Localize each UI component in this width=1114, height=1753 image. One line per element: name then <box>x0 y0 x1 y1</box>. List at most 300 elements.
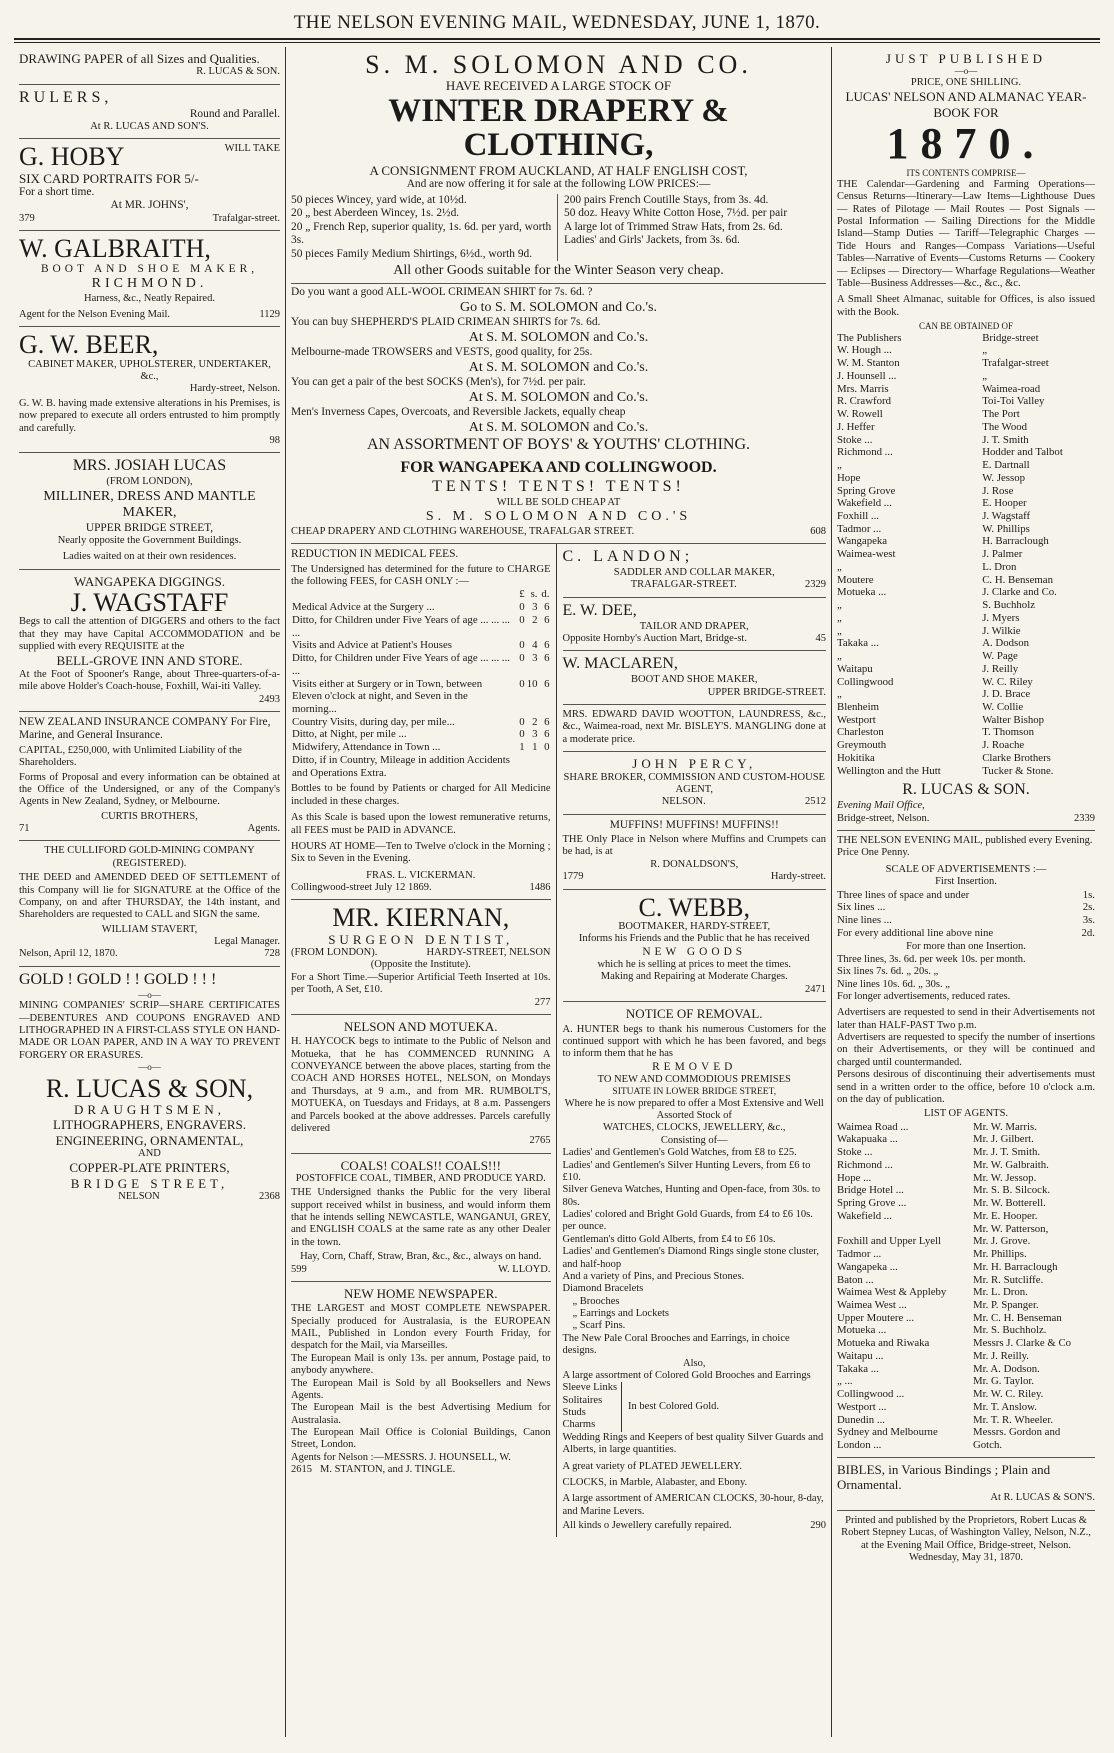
seller-row: Wellington and the Hutt Tucker & Stone. <box>837 764 1054 777</box>
rates-first <box>837 889 1095 940</box>
ad-muffins <box>563 815 827 890</box>
stock-item: Ladies' and Gentlemen's Gold Watches, from £8 to £25. <box>562 1147 797 1159</box>
seller-row: Waitapu J. Reilly <box>837 662 1019 675</box>
ad-line: Making and Repairing at Moderate Charges. <box>600 971 788 983</box>
ad-title: C. LANDON; <box>562 548 694 566</box>
agent-row: Upper Moutere ... Mr. C. H. Benseman <box>837 1311 1062 1324</box>
ad-title: JOHN PERCY, <box>632 756 757 772</box>
ad-title: J. WAGSTAFF <box>70 588 229 618</box>
ad-title: REDUCTION IN MEDICAL FEES. <box>291 548 459 561</box>
price-item: 20 „ French Rep, superior quality, 1s. 6d. per yard, worth 3s. <box>291 220 552 247</box>
ad-wangapeka <box>19 570 280 712</box>
ad-signature: WILLIAM STAVERT, <box>101 923 198 935</box>
ad-place: RICHMOND. <box>91 276 208 292</box>
ad-line: First Insertion. <box>935 876 997 888</box>
column-2a <box>291 544 557 1537</box>
ad-line: which he is selling at prices to meet the times. <box>597 959 792 971</box>
ad-address: UPPER BRIDGE-STREET. <box>707 686 826 698</box>
ad-signature: At R. LUCAS & SON'S. <box>990 1492 1095 1504</box>
price-list <box>291 194 826 261</box>
seller-row: W. Rowell The Port <box>837 408 1020 421</box>
ad-line: A large assortment of AMERICAN CLOCKS, 30-hour, 8-day, and Marine Levers. <box>562 1493 824 1517</box>
ad-line: DRAUGHTSMEN, <box>74 1102 225 1118</box>
offer-question: Do you want a good ALL-WOOL CRIMEAN SHIRT for 7s. 6d. ? <box>291 286 593 299</box>
ad-line: BELL-GROVE INN AND STORE. <box>56 653 243 669</box>
offer-answer: At S. M. SOLOMON and Co.'s. <box>468 359 649 375</box>
ad-title: MRS. JOSIAH LUCAS <box>72 457 227 475</box>
stock-item: „ Earrings and Lockets <box>572 1308 670 1320</box>
seller-row: R. Crawford Toi-Toi Valley <box>837 395 1045 408</box>
ad-trade: TAILOR AND DRAPER, <box>639 620 749 632</box>
ad-line: M. STANTON, and J. TINGLE. <box>320 1464 456 1476</box>
seller-row: Greymouth J. Roache <box>837 739 1025 752</box>
ad-heading: SCALE OF ADVERTISEMENTS :— <box>885 863 1047 875</box>
ad-line: Agents for Nelson :—MESSRS. J. HOUNSELL, W. <box>291 1451 511 1463</box>
ad-line: Where he is now prepared to offer a Most Extensive and Well Assorted Stock of <box>564 1097 824 1122</box>
ad-hoby <box>19 139 280 231</box>
agent-row: Foxhill and Upper Lyell Mr. J. Grove. <box>837 1235 1031 1248</box>
agent-row: Sydney and Melbourne Messrs. Gordon and <box>837 1426 1061 1439</box>
ad-title: G. HOBY <box>19 142 125 172</box>
fee-row: Visits either at Surgery or in Town, between Eleven o'clock at night, and Seven in the morning... 0 10 6 <box>292 677 550 716</box>
offer-answer: At S. M. SOLOMON and Co.'s. <box>468 329 649 345</box>
ad-line: SITUATE IN LOWER BRIDGE STREET, <box>612 1086 777 1097</box>
ad-signature: R. DONALDSON'S, <box>650 858 739 870</box>
price-item: 20 „ best Aberdeen Wincey, 1s. 2½d. <box>291 207 460 220</box>
seller-row: J. Hounsell ... „ <box>837 369 988 382</box>
ad-address: Hardy-street. <box>770 871 826 883</box>
stock-list <box>563 1147 827 1357</box>
agent-row: „ ... Mr. G. Taylor. <box>837 1375 1035 1388</box>
ad-title: NEW ZEALAND INSURANCE COMPANY For Fire, Marine, and General Insurance. <box>19 715 271 742</box>
ad-evening-mail <box>837 831 1095 1458</box>
ad-line: Persons desirous of discontinuing their advertisements must send in a written order to the office, before 10 o'clock a.m. on the day of publication. <box>837 1069 1095 1105</box>
column-4 <box>832 47 1100 1737</box>
price-item: 50 pieces Wincey, yard wide, at 10½d. <box>291 193 467 206</box>
ad-number: 45 <box>815 633 826 645</box>
ad-line: (FROM LONDON), <box>106 476 193 488</box>
ad-webb <box>563 890 827 1003</box>
stock-item: Ladies' and Gentlemen's Silver Hunting Levers, from £6 to £10. <box>562 1159 811 1183</box>
ad-address: Opposite Hornby's Auction Mart, Bridge-st. <box>562 633 747 645</box>
ad-title: MR. KIERNAN, <box>332 903 510 933</box>
agent-row: Waimea West & Appleby Mr. L. Dron. <box>837 1286 1028 1299</box>
agent-row: Motueka and Riwaka Messrs J. Clarke & Co <box>837 1337 1072 1350</box>
ad-body: For a Short Time.—Superior Artificial Teeth Inserted at 10s. per Tooth, A Set, £10. <box>291 971 551 996</box>
ad-drawing-paper <box>19 47 280 85</box>
ad-line: The European Mail is only 13s. per annum, Postage paid, to anybody anywhere. <box>291 1352 551 1377</box>
ad-line: Informs his Friends and the Public that he has received <box>578 933 810 945</box>
ad-trade: CABINET MAKER, UPHOLSTERER, UNDERTAKER, &c., <box>28 358 271 382</box>
stock-item: Ladies' colored and Bright Gold Guards, from £4 to £6 10s. per ounce. <box>562 1209 813 1233</box>
seller-row: Collingwood W. C. Riley <box>837 675 1033 688</box>
seller-row: Hope W. Jessop <box>837 471 1026 484</box>
ad-body: THE LARGEST and MOST COMPLETE NEWSPAPER. Specially produced for Australasia, is the EUROPEAN MAIL, Published in London every Fourth Friday, for despatch for the Mail, via Marseilles. <box>291 1303 551 1352</box>
seller-row: Stoke ... J. T. Smith <box>837 433 1029 446</box>
columns <box>14 47 1100 1737</box>
stock-item: And a variety of Pins, and Precious Stones. <box>562 1270 745 1282</box>
seller-row: Mrs. Marris Waimea-road <box>837 382 1041 395</box>
ad-kiernan <box>291 900 551 1015</box>
ad-line: ENGINEERING, ORNAMENTAL, <box>55 1132 244 1148</box>
ad-line: A large assortment of Colored Gold Brooches and Earrings <box>562 1369 811 1381</box>
price-item: 200 pairs French Coutille Stays, from 3s. 4d. <box>564 193 769 206</box>
ad-heading: MUFFINS! MUFFINS! MUFFINS!! <box>609 818 779 831</box>
ad-line: A CONSIGNMENT FROM AUCKLAND, AT HALF ENGLISH COST, <box>369 162 748 178</box>
ad-line: SIX CARD PORTRAITS FOR 5/- <box>19 170 199 186</box>
offer-question: Men's Inverness Capes, Overcoats, and Reversible Jackets, equally cheap <box>291 406 626 419</box>
ad-trade: SADDLER AND COLLAR MAKER, <box>613 567 775 579</box>
agent-row: Collingwood ... Mr. W. C. Riley. <box>837 1388 1044 1401</box>
seller-row: W. Hough ... „ <box>837 344 988 357</box>
ad-line: And are now offering it for sale at the following LOW PRICES:— <box>406 178 711 191</box>
ad-coals <box>291 1154 551 1282</box>
ad-line: A great variety of PLATED JEWELLERY. <box>562 1460 742 1472</box>
ad-address: Hardy-street, Nelson. <box>189 383 280 395</box>
ad-landon <box>563 544 827 598</box>
ad-medical-fees <box>291 544 551 900</box>
ad-dee <box>563 598 827 652</box>
ad-title: C. WEBB, <box>638 892 750 922</box>
ad-date: Collingwood-street July 12 1869. <box>291 882 432 894</box>
fee-row: Ditto, if in Country, Mileage in addition Accidents and Operations Extra. <box>292 753 510 779</box>
seller-row: „ J. D. Brace <box>837 688 1031 701</box>
ad-line: ITS CONTENTS COMPRISE— <box>906 168 1026 179</box>
rate-line: Six lines 7s. 6d. „ 20s. „ <box>837 966 939 978</box>
ad-line: Ladies waited on at their own residences. <box>62 551 237 563</box>
agent-row: Waitapu ... Mr. J. Reilly. <box>837 1349 1029 1362</box>
ad-line: Hay, Corn, Chaff, Straw, Bran, &c., &c., always on hand. <box>300 1251 542 1263</box>
agent-row: Baton ... Mr. R. Sutcliffe. <box>837 1273 1044 1286</box>
ad-line: WILL BE SOLD CHEAP AT <box>496 496 621 508</box>
stock-item: Ladies' and Gentlemen's Diamond Rings single stone cluster, and half-hoop <box>562 1246 819 1270</box>
ad-headline: WINTER DRAPERY & CLOTHING, <box>388 92 729 164</box>
ad-solomon <box>291 47 826 544</box>
ad-line: AN ASSORTMENT OF BOYS' & YOUTHS' CLOTHING. <box>366 436 751 454</box>
ad-signature: R. LUCAS & SON. <box>196 66 280 78</box>
agent-row: Stoke ... Mr. J. T. Smith. <box>837 1146 1041 1159</box>
ad-line: Advertisers are requested to specify the number of insertions on their Advertisements, or they will be continued and charged until countermanded. <box>837 1032 1095 1068</box>
ad-heading: NOTICE OF REMOVAL. <box>625 1006 763 1022</box>
ad-line: PRICE, ONE SHILLING. <box>910 76 1022 88</box>
ad-heading: LIST OF AGENTS. <box>923 1108 1009 1120</box>
ad-number: 98 <box>269 434 280 446</box>
ad-line: HOURS AT HOME—Ten to Twelve o'clock in the Morning ; Six to Seven in the Evening. <box>291 840 551 865</box>
ad-body: THE Calendar—Gardening and Farming Operations—Census Returns—Itinerary—Law Items—Lighthouse Dues — Rates of Pilotage — Mail Routes — Post Signals — Postal Information — Sailing Directions for the Middle Island—Stamp Duties — Tariff—Telegraphic Charges — Tide Hours and Ranges—Compass Variations—Useful Tables—Narrative of Events—Customs Returns — Cookery — Eclipses — Directory— Wharfage Regulations—Weather Table—Business Addresses—&c., &c., &c. <box>837 178 1095 289</box>
ad-line: Round and Parallel. <box>189 107 280 120</box>
ad-line: Consisting of— <box>660 1134 728 1146</box>
column-2-split <box>291 544 826 1537</box>
ad-number: 599 <box>291 1263 307 1275</box>
ad-number: 71 <box>19 823 30 835</box>
ad-body: Forms of Proposal and every information can be obtained at the Office of the Undersigned, or any of the Company's Agents in New Zealand, Sydney, or Melbourne. <box>19 771 280 808</box>
ad-line: POSTOFFICE COAL, TIMBER, AND PRODUCE YARD. <box>295 1172 546 1184</box>
fee-row: Ditto, for Children under Five Years of age ... ... ... ... 0 3 6 <box>292 652 550 677</box>
ad-line: Agents. <box>247 823 280 835</box>
ad-heading: NEW HOME NEWSPAPER. <box>344 1285 498 1301</box>
price-list-right <box>564 194 826 261</box>
ad-number: 277 <box>534 996 551 1008</box>
seller-row: Waimea-west J. Palmer <box>837 548 1023 561</box>
agent-row: Wakefield ... Mr. E. Hooper. <box>837 1209 1038 1222</box>
rate-line: Nine lines 10s. 6d. „ 30s. „ <box>837 978 950 990</box>
masthead: THE NELSON EVENING MAIL, WEDNESDAY, JUNE 1, 1870. <box>293 12 821 33</box>
ad-number: 2329 <box>804 579 826 591</box>
ad-line: (FROM LONDON). <box>291 947 378 959</box>
ad-line: A Small Sheet Almanac, suitable for Offices, is also issued with the Book. <box>837 294 1095 318</box>
ad-line: The European Mail Office is Colonial Buildings, Canon Street, London. <box>291 1427 551 1451</box>
price-item: 50 pieces Family Medium Shirtings, 6½d., worth 9d. <box>291 247 533 260</box>
price-item: Ladies' and Girls' Jackets, from 3s. 6d. <box>564 234 740 247</box>
ad-address: TRAFALGAR-STREET. <box>630 579 737 591</box>
price-list-left <box>291 194 558 261</box>
agent-row: Waimea West ... Mr. P. Spanger. <box>837 1299 1039 1311</box>
ad-title: E. W. DEE, <box>562 601 637 619</box>
ad-title: G. W. BEER, <box>19 330 159 360</box>
ad-number: 290 <box>810 1520 826 1532</box>
column-1 <box>14 47 286 1737</box>
ad-line: CLOCKS, in Marble, Alabaster, and Ebony. <box>562 1476 748 1488</box>
gold-group: Sleeve Links Solitaires Studs Charms In best Colored Gold. <box>562 1382 720 1431</box>
ad-line: HAVE RECEIVED A LARGE STOCK OF <box>445 78 672 94</box>
seller-row: „ L. Dron <box>837 560 1017 573</box>
ad-number: 1486 <box>529 882 551 894</box>
ad-address: Bridge-street, Nelson. <box>837 812 930 824</box>
ad-body: The Undersigned has determined for the future to CHARGE the following FEES, for CASH ONLY :— <box>291 563 551 588</box>
ad-number: 2512 <box>804 796 826 808</box>
ad-line: Bottles to be found by Patients or charged for All Medicine included in these charges. <box>291 783 551 807</box>
agent-row: Takaka ... Mr. A. Dodson. <box>837 1362 1040 1375</box>
ad-line: The European Mail is the best Advertising Medium for Australasia. <box>291 1402 551 1426</box>
agent-row: Motueka ... Mr. S. Buchholz. <box>837 1324 1047 1337</box>
ad-trade: MILLINER, DRESS AND MANTLE MAKER, <box>43 488 256 521</box>
ad-number: 2339 <box>1074 812 1095 824</box>
ad-number: 608 <box>810 525 826 537</box>
ad-lucas-milliner <box>19 453 280 569</box>
ad-heading: NELSON AND MOTUEKA. <box>344 1018 498 1034</box>
stock-item: „ Brooches <box>572 1295 620 1307</box>
ad-address: HARDY-STREET, NELSON <box>426 947 551 959</box>
ad-haycock <box>291 1015 551 1154</box>
agent-row: Dunedin ... Mr. T. R. Wheeler. <box>837 1413 1054 1426</box>
fee-row: Visits and Advice at Patient's Houses 0 4 6 <box>292 639 550 652</box>
ad-wootton <box>563 705 827 752</box>
ad-signature: FRAS. L. VICKERMAN. <box>366 869 476 881</box>
ad-title: RULERS, <box>19 88 113 106</box>
seller-row: Spring Grove J. Rose <box>837 484 1014 497</box>
seller-row: „ W. Page <box>837 650 1018 663</box>
seller-row: Foxhill ... J. Wagstaff <box>837 509 1031 522</box>
ad-number: 728 <box>264 948 280 960</box>
offer-question: Melbourne-made TROWSERS and VESTS, good quality, for 25s. <box>291 346 593 359</box>
agent-row: Wakapuaka ... Mr. J. Gilbert. <box>837 1133 1034 1146</box>
ad-newspaper <box>291 1282 551 1482</box>
fee-table <box>291 588 551 779</box>
ad-line: Agent for the Nelson Evening Mail. <box>19 308 171 320</box>
seller-row: „ J. Myers <box>837 611 1020 624</box>
fee-row: Medical Advice at the Surgery ... 0 3 6 <box>292 601 550 614</box>
ad-percy <box>563 752 827 814</box>
ad-line: S. M. SOLOMON AND CO.'S <box>425 509 692 525</box>
ad-number: 2493 <box>259 693 280 705</box>
offer-answer: At S. M. SOLOMON and Co.'s. <box>468 389 649 405</box>
ad-line: Nearly opposite the Government Buildings. <box>57 534 242 546</box>
ad-body: THE NELSON EVENING MAIL, published every Evening. Price One Penny. <box>837 835 1093 859</box>
ad-line: CAPITAL, £250,000, with Unlimited Liability of the Shareholders. <box>19 744 242 769</box>
seller-row: „ S. Buchholz <box>837 599 1036 612</box>
ad-signature: CURTIS BROTHERS, <box>101 810 198 822</box>
ad-bibles <box>837 1458 1095 1511</box>
agent-row: Mr. W. Patterson, <box>972 1222 1049 1235</box>
ad-rulers <box>19 85 280 140</box>
ad-number: 2471 <box>805 983 826 995</box>
price-item: A large lot of Trimmed Straw Hats, from 2s. 6d. <box>564 220 783 233</box>
ad-trade: BOOTMAKER, HARDY-STREET, <box>618 920 771 932</box>
seller-row: Tadmor ... W. Phillips <box>837 522 1030 535</box>
offer-question: You can get a pair of the best SOCKS (Men's), for 7½d. per pair. <box>291 376 586 389</box>
ad-body: THE Undersigned thanks the Public for the very liberal support received whilst in business, and would inform them that he intends selling NEWCASTLE, WANGANUI, GREY, and ENGLISH COALS at the same rate as any other Dealer in the town. <box>291 1187 551 1248</box>
ad-trade: BOOT AND SHOE MAKER, <box>631 674 758 686</box>
ad-address: Trafalgar-street. <box>212 212 280 224</box>
agent-row: Spring Grove ... Mr. W. Botterell. <box>837 1197 1046 1210</box>
ad-heading: WANGAPEKA DIGGINGS. <box>74 573 225 589</box>
ad-line: Evening Mail Office, <box>837 800 925 812</box>
agent-row: Hope ... Mr. W. Jessop. <box>837 1171 1037 1184</box>
ad-body: MINING COMPANIES' SCRIP—SHARE CERTIFICATES—DEBENTURES AND COUPONS ENGRAVED AND LITHOGRAPHED IN A FIRST-CLASS STYLE ON HAND-MADE OR LOAN PAPER, AND IN A WAY TO PREVENT FORGERY OR ERASURES. <box>19 1000 280 1061</box>
rate-row: For every additional line above nine 2d. <box>837 926 1095 939</box>
ad-line: Wedding Rings and Keepers of best quality Silver Guards and Alberts, in large quantities. <box>562 1431 824 1456</box>
ad-line: CAN BE OBTAINED OF <box>918 321 1014 332</box>
ad-body: BIBLES, in Various Bindings ; Plain and Ornamental. <box>837 1461 1051 1493</box>
ad-body: THE DEED and AMENDED DEED OF SETTLEMENT of this Company will lie for SIGNATURE at the Office of the Company, on and after THURSDAY, the 14th instant, and Shareholders are requested to CALL and SIGN the same. <box>19 872 280 921</box>
ad-title: W. GALBRAITH, <box>19 234 211 264</box>
ad-address: UPPER BRIDGE STREET, <box>85 521 214 534</box>
ad-trade: SHARE BROKER, COMMISSION AND CUSTOM-HOUSE AGENT, <box>563 771 825 795</box>
rate-line: Three lines, 3s. 6d. per week 10s. per month. <box>837 953 1026 965</box>
separator: —o— <box>138 1062 161 1073</box>
ad-heading: JUST PUBLISHED <box>885 51 1047 66</box>
ad-place: NELSON. <box>661 796 706 808</box>
ad-number: 1129 <box>259 308 280 320</box>
ad-line: NEW GOODS <box>642 945 747 958</box>
seller-row: Wangapeka H. Barraclough <box>837 535 1049 548</box>
ad-body: A. HUNTER begs to thank his numerous Customers for the continued support with which he has been favored, and begs to inform them that he has <box>562 1023 826 1060</box>
ad-trade: BOOT AND SHOE MAKER, <box>40 262 259 275</box>
ad-line: Legal Manager. <box>214 936 280 948</box>
ad-title: THE CULLIFORD GOLD-MINING COMPANY (REGISTERED). <box>44 845 255 869</box>
ad-line: CHEAP DRAPERY AND CLOTHING WAREHOUSE, TRAFALGAR STREET. <box>291 525 635 537</box>
agent-row: Richmond ... Mr. W. Galbraith. <box>837 1158 1049 1171</box>
ad-body: H. HAYCOCK begs to intimate to the Public of Nelson and Motueka, that he has COMMENCED RUNNING A CONVEYANCE between the above places, starting from the COACH AND HORSES HOTEL, NELSON, on Mondays and Thursdays, at 9 a.m., and from MR. RUMBOLT'S, MOTUEKA, on Tuesdays and Fridays, at 8 a.m. Passengers and Parcels booked at the above addresses. Parcels carefully delivered <box>291 1036 551 1134</box>
offer-question: You can buy SHEPHERD'S PLAID CRIMEAN SHIRTS for 7s. 6d. <box>291 316 601 329</box>
ad-almanac <box>837 47 1095 831</box>
stock-item: Diamond Bracelets <box>562 1283 644 1295</box>
ad-line: At the Foot of Spooner's Range, about Three-quarters-of-a-mile above Holder's Coach-house, Foxhill, Wai-iti Valley. <box>19 668 280 693</box>
seller-row: Wakefield ... E. Hooper <box>837 497 1027 510</box>
separator: —o— <box>954 66 978 77</box>
ad-line: Advertisers are requested to send in their Advertisements not later than HALF-PAST Two p.m. <box>837 1007 1095 1031</box>
ad-title: R. LUCAS & SON, <box>45 1073 254 1103</box>
ad-culliford <box>19 841 280 966</box>
almanac-sellers <box>837 332 1095 778</box>
ad-line: TO NEW AND COMMODIOUS PREMISES <box>597 1074 791 1086</box>
masthead-rule <box>14 38 1100 40</box>
ad-line: For a short time. <box>19 186 95 199</box>
seller-row: The Publishers Bridge-street <box>837 331 1039 344</box>
ad-line: BRIDGE STREET, <box>70 1175 229 1191</box>
ad-body: G. W. B. having made extensive alterations in his Premises, is now prepared to execute all orders entrusted to him promptly and carefully. <box>19 397 280 434</box>
ad-line: All kinds o Jewellery carefully repaired. <box>562 1520 732 1532</box>
ad-line: AND <box>138 1148 161 1160</box>
ad-date: Nelson, April 12, 1870. <box>19 948 118 960</box>
seller-row: Motueka ... J. Clarke and Co. <box>837 586 1057 599</box>
ad-line: For longer advertisements, reduced rates. <box>837 990 1011 1002</box>
fee-row: Ditto, at Night, per mile ... 0 3 6 <box>292 728 550 741</box>
seller-row: Hokitika Clarke Brothers <box>837 751 1051 764</box>
ad-line: (Opposite the Institute). <box>370 959 471 971</box>
rate-row: Three lines of space and under 1s. <box>837 888 1095 901</box>
seller-row: Richmond ... Hodder and Talbot <box>837 446 1063 459</box>
agent-row: London ... Gotch. <box>837 1439 1003 1452</box>
imprint <box>837 1511 1095 1570</box>
column-2b <box>557 544 827 1537</box>
seller-row: J. Heffer The Wood <box>837 420 1028 433</box>
ad-tag: WILL TAKE <box>224 143 280 155</box>
ad-signature: R. LUCAS & SON. <box>902 781 1030 799</box>
ad-title: DRAWING PAPER of all Sizes and Qualities. <box>19 51 260 66</box>
ad-number: 2368 <box>258 1191 280 1203</box>
ad-line: Also, <box>683 1357 706 1369</box>
fee-row: Country Visits, during day, per mile... 0 2 6 <box>292 715 550 728</box>
ad-beer <box>19 327 280 453</box>
ad-body: MRS. EDWARD DAVID WOOTTON, LAUNDRESS, &c., &c., Waimea-road, next Mr. BISLEY'S. MANGLING done at a moderate price. <box>562 709 826 745</box>
offer-answer: Go to S. M. SOLOMON and Co.'s. <box>460 299 657 315</box>
masthead-rule-thin <box>14 42 1100 43</box>
ad-line: For more than one Insertion. <box>906 941 1026 953</box>
ad-body: Begs to call the attention of DIGGERS and others to the fact that they may have Capital ACCOMMODATION and be supplied with every REQUISITE at the <box>19 616 280 653</box>
seller-row: W. M. Stanton Trafalgar-street <box>837 357 1049 370</box>
offer-list <box>291 283 826 436</box>
ad-heading: COALS! COALS!! COALS!!! <box>340 1157 501 1173</box>
ad-number: 2765 <box>529 1135 551 1147</box>
rate-row: Six lines ... 2s. <box>837 901 1095 914</box>
ad-line: All other Goods suitable for the Winter Season very cheap. <box>393 262 724 278</box>
ad-title: W. MACLAREN, <box>562 655 678 673</box>
seller-row: Charleston T. Thomson <box>837 726 1035 739</box>
agent-row: Waimea Road ... Mr. W. Marris. <box>837 1120 1037 1133</box>
ad-galbraith <box>19 231 280 327</box>
ad-hunter <box>563 1002 827 1537</box>
ad-maclaren <box>563 651 827 705</box>
stock-item: Silver Geneva Watches, Hunting and Open-face, from 30s. to 80s. <box>562 1184 821 1208</box>
agent-row: Bridge Hotel ... Mr. S. B. Silcock. <box>837 1184 1051 1197</box>
ad-line: FOR WANGAPEKA AND COLLINGWOOD. <box>400 459 717 477</box>
ad-number: 1779 <box>562 871 584 883</box>
ad-line: As this Scale is based upon the lowest remunerative returns, all FEES must be PAID in ADVANCE. <box>291 812 551 836</box>
price-item: 50 doz. Heavy White Cotton Hose, 7½d. per pair <box>564 207 788 220</box>
seller-row: „ E. Dartnall <box>837 459 1030 472</box>
agent-row: Wangapeka ... Mr. H. Barraclough <box>837 1260 1058 1273</box>
stock-item: The New Pale Coral Brooches and Earrings, in choice designs. <box>562 1332 790 1357</box>
fee-header: £ s. d. <box>519 588 550 601</box>
ad-line: LITHOGRAPHERS, ENGRAVERS. <box>53 1117 246 1133</box>
ad-line: The European Mail is Sold by all Booksellers and News Agents. <box>291 1377 551 1401</box>
rate-row: Nine lines ... 3s. <box>837 914 1095 926</box>
imprint-text: Printed and published by the Proprietors, Robert Lucas & Robert Stepney Lucas, of Washington Valley, Nelson, N.Z., at the Evening Mail Office, Bridge-street, Nelson. Wednesday, May 31, 1870. <box>841 1514 1091 1563</box>
ad-trade: SURGEON DENTIST, <box>328 931 514 947</box>
ad-title: LUCAS' NELSON AND ALMANAC YEAR-BOOK FOR <box>845 89 1087 120</box>
separator: —o— <box>138 989 161 1000</box>
